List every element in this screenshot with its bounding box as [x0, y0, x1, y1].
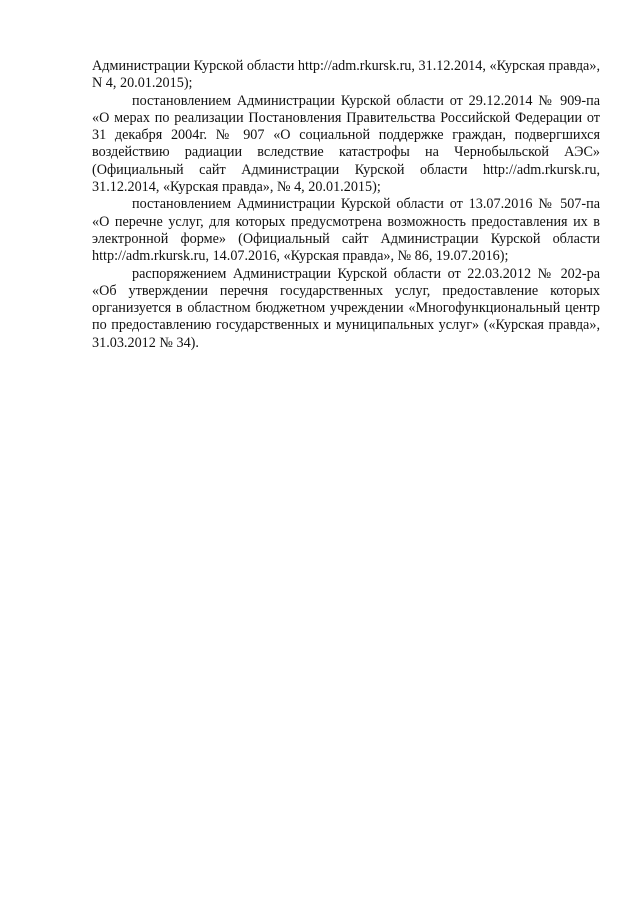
- paragraph-continuation: Администрации Курской области http://adm.rkursk.ru, 31.12.2014, «Курская правда», N 4, 20.01.2015);: [92, 58, 600, 92]
- paragraph-resolution-909: постановлением Администрации Курской области от 29.12.2014 № 909-па «О мерах по реализации Постановления Правительства Российской Федерации от 31 декабря 2004г. № 907 «О социальной поддержке граждан, подвергшихся воздействию радиации вследствие катастрофы на Чернобыльской АЭС» (Официальный сайт Администрации Курской области http://adm.rkursk.ru, 31.12.2014, «Курская правда», № 4, 20.01.2015);: [92, 92, 600, 196]
- paragraph-order-202: распоряжением Администрации Курской области от 22.03.2012 № 202-ра «Об утверждении перечня государственных услуг, предоставление которых организуется в областном бюджетном учреждении «Многофункциональный центр по предоставлению государственных и муниципальных услуг» («Курская правда», 31.03.2012 № 34).: [92, 265, 600, 351]
- paragraph-resolution-507: постановлением Администрации Курской области от 13.07.2016 № 507-па «О перечне услуг, для которых предусмотрена возможность предоставления их в электронной форме» (Официальный сайт Администрации Курской области http://adm.rkursk.ru, 14.07.2016, «Курская правда», № 86, 19.07.2016);: [92, 196, 600, 265]
- document-body: [92, 58, 600, 352]
